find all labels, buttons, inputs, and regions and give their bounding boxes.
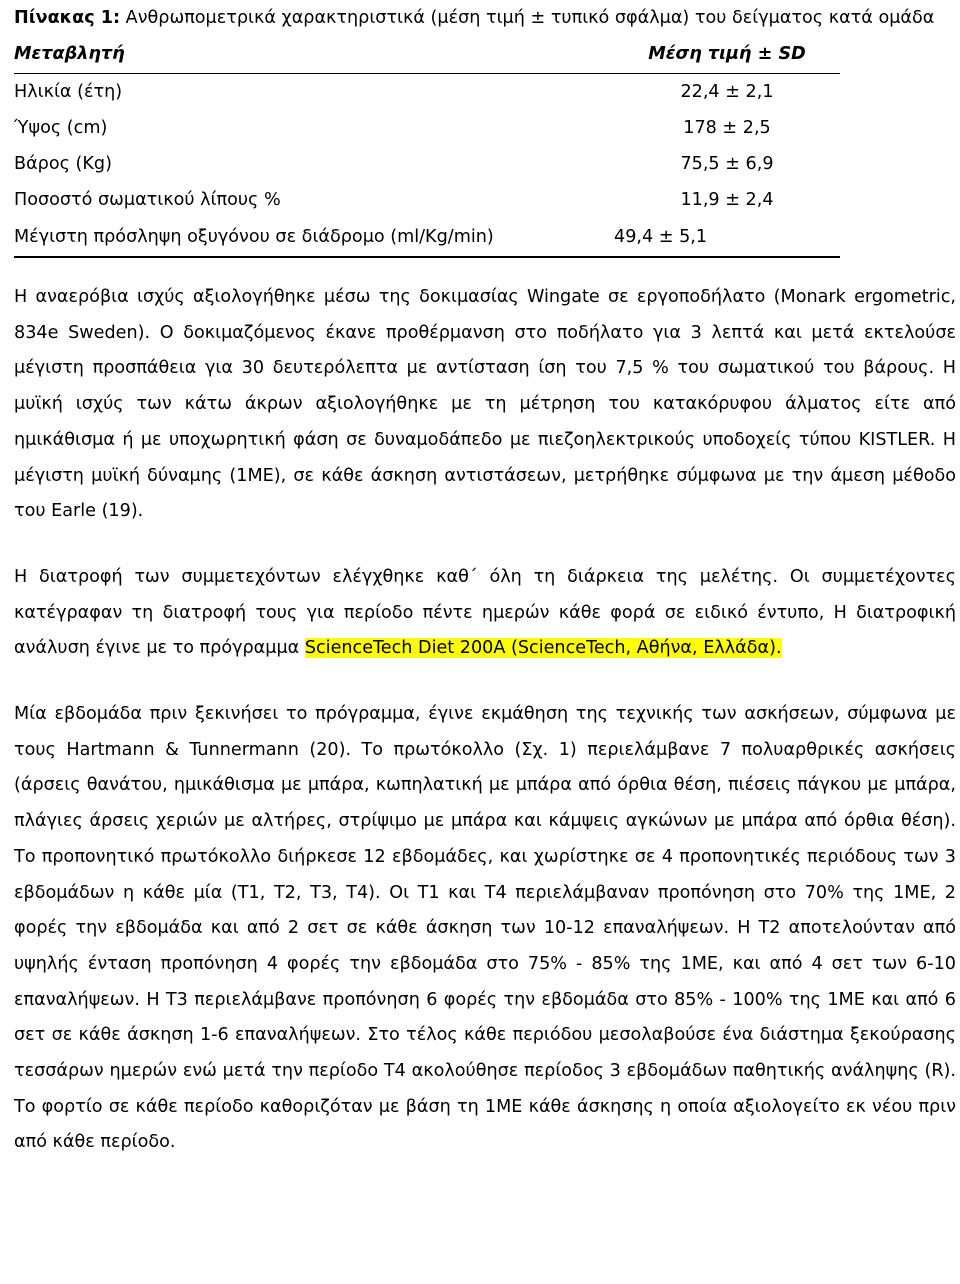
row-variable: Μέγιστη πρόσληψη οξυγόνου σε διάδρομο (ml/Kg/min) bbox=[14, 218, 614, 257]
table-row bbox=[14, 110, 840, 146]
row-variable: Ηλικία (έτη) bbox=[14, 82, 123, 102]
paragraph-anaerobic-power: Η αναερόβια ισχύς αξιολογήθηκε μέσω της δοκιμασίας Wingate σε εργοποδήλατο (Monark ergometric, 834e Sweden). Ο δοκιμαζόμενος έκανε προθέρμανση στο ποδήλατο για 3 λεπτά και μετά εκτελούσε μέγιστη προσπάθεια για 30 δευτερόλεπτα με αντίσταση ίση του 7,5 % του σωματικού του βάρους. Η μυϊκή ισχύς των κάτω άκρων αξιολογήθηκε με τη μέτρηση του κατακόρυφου άλματος είτε από ημικάθισμα ή με υποχωρητική φάση σε δυναμοδάπεδο με πιεζοηλεκτρικούς υποδοχείς τύπου KISTLER. Η μέγιστη μυϊκή δύναμης (1ΜΕ), σε κάθε άσκηση αντιστάσεων, μετρήθηκε σύμφωνα με την άμεση μέθοδο του Earle (19). bbox=[14, 287, 956, 522]
row-value: 75,5 ± 6,9 bbox=[680, 154, 774, 174]
row-value: 11,9 ± 2,4 bbox=[680, 190, 774, 210]
row-value: 49,4 ± 5,1 bbox=[614, 218, 840, 257]
row-variable: Βάρος (Kg) bbox=[14, 154, 112, 174]
spacer bbox=[14, 258, 956, 280]
row-value: 22,4 ± 2,1 bbox=[680, 82, 774, 102]
highlighted-software-reference: ScienceTech Diet 200A (ScienceTech, Αθήνα, Ελλάδα). bbox=[304, 638, 782, 659]
spacer bbox=[14, 530, 956, 560]
table-header-row bbox=[14, 35, 840, 74]
table-caption-label: Πίνακας 1: bbox=[14, 8, 121, 28]
table-row bbox=[14, 74, 840, 111]
row-variable: Ποσοστό σωματικού λίπους % bbox=[14, 190, 281, 210]
row-value: 178 ± 2,5 bbox=[683, 118, 771, 138]
paragraph-nutrition-text: Η διατροφή των συμμετεχόντων ελέγχθηκε καθ΄ όλη τη διάρκεια της μελέτης. Οι συμμετέχοντες κατέγραφαν τη διατροφή τους για περίοδο πέντε ημερών κάθε φορά σε ειδικό έντυπο, Η διατροφική ανάλυση έγινε με το πρόγραμμα bbox=[14, 566, 956, 659]
table-row bbox=[14, 182, 840, 218]
table-row bbox=[14, 218, 840, 257]
paragraph-training-protocol: Μία εβδομάδα πριν ξεκινήσει το πρόγραμμα, έγινε εκμάθηση της τεχνικής των ασκήσεων, σύμφωνα με τους Hartmann & Tunnermann (20). Το πρωτόκολλο (Σχ. 1) περιελάμβανε 7 πολυαρθρικές ασκήσεις (άρσεις θανάτου, ημικάθισμα με μπάρα, κωπηλατική με μπάρα από όρθια θέση, πιέσεις πάγκου με μπάρα, πλάγιες άρσεις χεριών με αλτήρες, στρίψιμο με μπάρα και κάμψεις αγκώνων με μπάρα από όρθια θέση). Το προπονητικό πρωτόκολλο διήρκεσε 12 εβδομάδες, και χωρίστηκε σε 4 προπονητικές περιόδους των 3 εβδομάδων η κάθε μία (Τ1, Τ2, Τ3, Τ4). Οι Τ1 και Τ4 περιελάμβαναν προπόνηση στο 70% της 1ΜΕ, 2 φορές την εβδομάδα και από 2 σετ σε κάθε άσκηση των 10-12 επαναλήψεων. Η Τ2 αποτελούνταν από υψηλής ένταση προπόνηση 4 φορές την εβδομάδα στο 75% - 85% της 1ΜΕ, και από 4 σετ των 6-10 επαναλήψεων. Η Τ3 περιελάμβανε προπόνηση 6 φορές την εβδομάδα στο 85% - 100% της 1ΜΕ και από 6 σετ σε κάθε άσκηση 1-6 επαναλήψεων. Στο τέλος κάθε περιόδου μεσολαβούσε ένα διάστημα ξεκούρασης τεσσάρων ημερών ενώ μετά την περίοδο Τ4 ακολούθησε περίοδος 3 εβδομάδων παθητικής ανάληψης (R). Το φορτίο σε κάθε περίοδο καθοριζόταν με βάση τη 1ΜΕ κάθε άσκησης η οποία αξιολογείτο εκ νέου πριν από κάθε περίοδο. bbox=[14, 704, 956, 1153]
paragraph-nutrition bbox=[14, 560, 956, 667]
header-value: Μέση τιμή ± SD bbox=[614, 35, 840, 74]
spacer bbox=[14, 667, 956, 697]
header-variable: Μεταβλητή bbox=[14, 35, 614, 74]
table-caption-text: Ανθρωπομετρικά χαρακτηριστικά (μέση τιμή ± τυπικό σφάλμα) του δείγματος κατά ομάδα bbox=[120, 8, 935, 28]
table-row bbox=[14, 146, 840, 182]
anthropometric-table bbox=[14, 35, 840, 258]
table-caption bbox=[14, 0, 956, 35]
row-variable: Ύψος (cm) bbox=[14, 118, 108, 138]
